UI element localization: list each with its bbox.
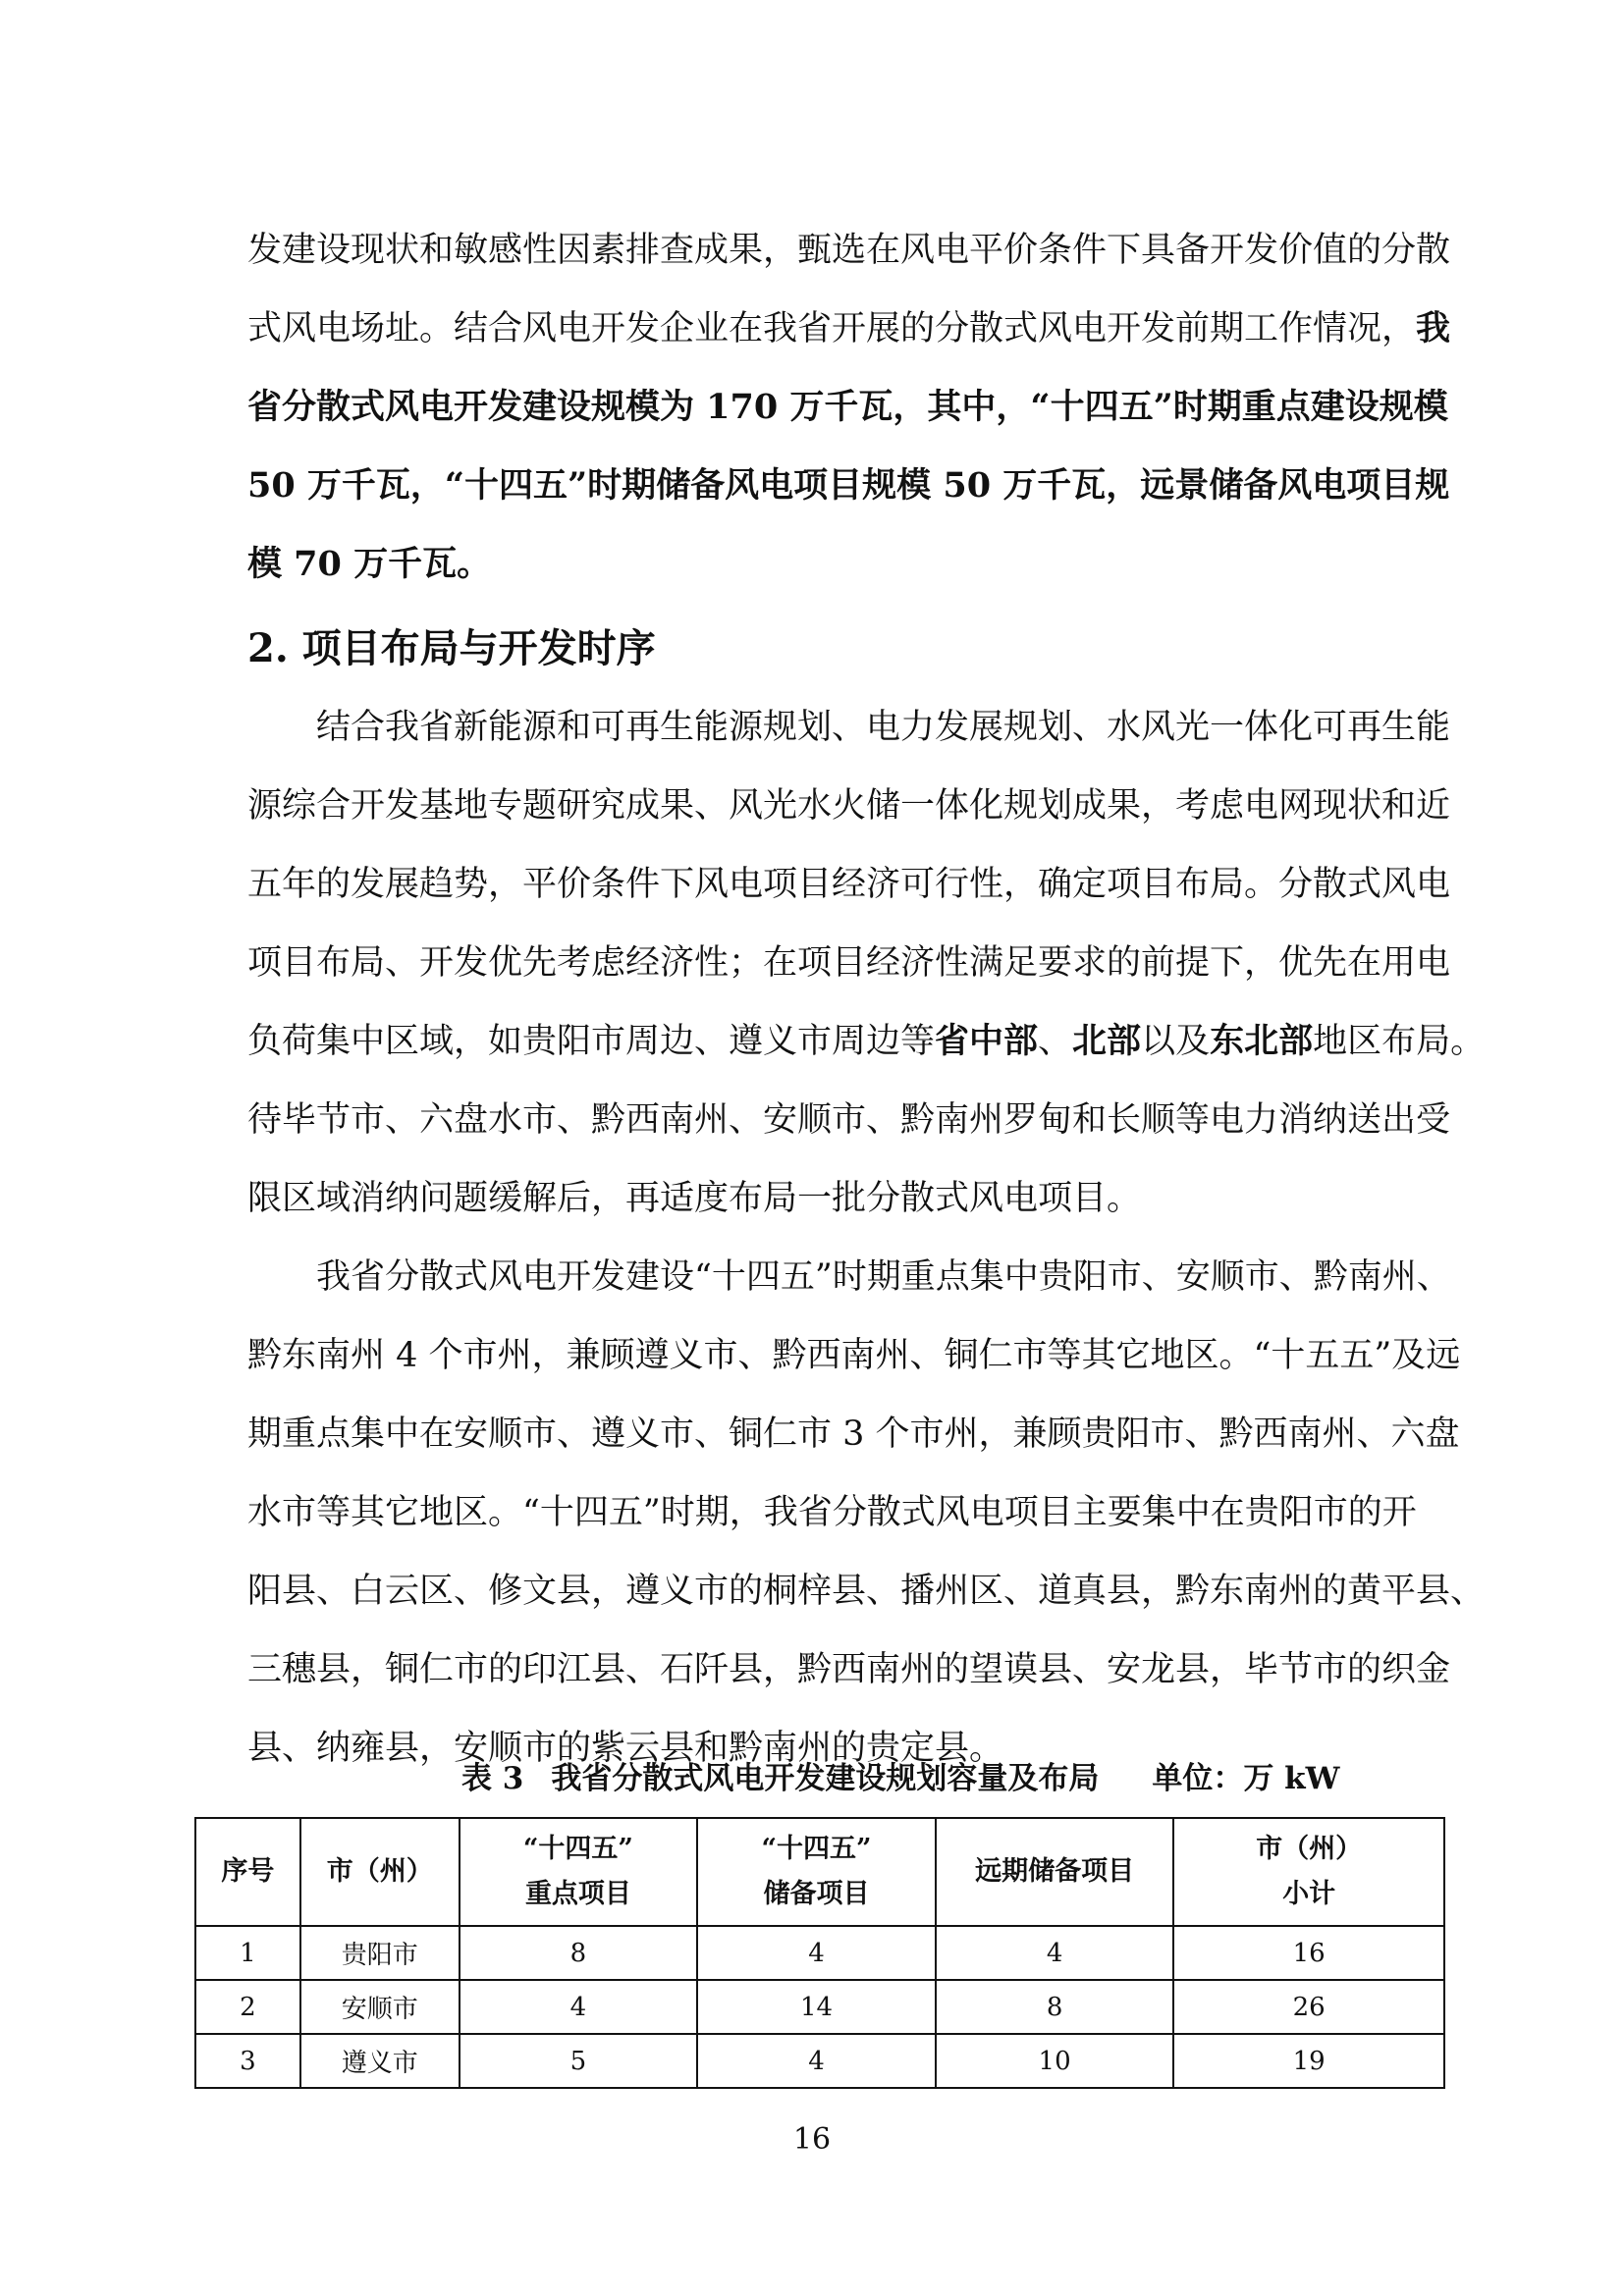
table-header-row: [195, 1818, 1444, 1926]
paragraph-timeline-line: [247, 1552, 1486, 1630]
table-caption: [461, 1753, 1388, 1804]
paragraph-scale-line: [247, 368, 1448, 447]
paragraph-layout-line: [247, 1081, 1451, 1159]
table-cell: 3: [195, 2034, 300, 2088]
header-text: “十四五”: [522, 1834, 633, 1864]
text-run: 负荷集中区域，如贵阳市周边、遵义市周边等: [247, 1022, 936, 1061]
document-body: [247, 211, 1486, 1788]
text-run: 三穗县，铜仁市的印江县、石阡县，黔西南州的望谟县、安龙县，毕节市的织金: [247, 1650, 1451, 1689]
table-cell: 26: [1173, 1980, 1444, 2034]
text-run: 项目布局、开发优先考虑经济性；在项目经济性满足要求的前提下，优先在用电: [247, 943, 1451, 983]
table-cell: 4: [697, 2034, 936, 2088]
text-run: 源综合开发基地专题研究成果、风光水火储一体化规划成果，考虑电网现状和近: [247, 786, 1451, 826]
header-text: “十四五”: [761, 1834, 872, 1864]
table-cell: 贵阳市: [300, 1926, 460, 1980]
paragraph-layout-line: [247, 767, 1451, 845]
paragraph-timeline-line: [247, 1395, 1460, 1473]
table-caption-number: 表 3: [461, 1761, 524, 1796]
paragraph-layout-line: [247, 688, 1451, 767]
table-cell: 1: [195, 1926, 300, 1980]
table-row: [195, 2034, 1444, 2088]
bold-text: 省分散式风电开发建设规模为 170 万千瓦，其中，“十四五”时期重点建设规模: [247, 387, 1448, 427]
table-cell: 5: [460, 2034, 698, 2088]
header-text: 市（州）: [326, 1856, 433, 1887]
capacity-table: [194, 1817, 1445, 2089]
page-number: 16: [792, 2122, 832, 2157]
paragraph-scale-line: [247, 211, 1451, 290]
text-run: 发建设现状和敏感性因素排查成果，甄选在风电平价条件下具备开发价值的分散: [247, 231, 1451, 270]
paragraph-timeline-line: [247, 1238, 1451, 1316]
table-header-cell: [460, 1818, 698, 1926]
text-run: 结合我省新能源和可再生能源规划、电力发展规划、水风光一体化可再生能: [316, 708, 1451, 747]
table-cell: 遵义市: [300, 2034, 460, 2088]
table-cell: 8: [460, 1926, 698, 1980]
table-cell: 2: [195, 1980, 300, 2034]
text-run: 式风电场址。结合风电开发企业在我省开展的分散式风电开发前期工作情况，: [247, 309, 1417, 348]
header-text: 小计: [1282, 1879, 1336, 1909]
paragraph-layout: [247, 688, 1486, 1238]
table-body: [195, 1926, 1444, 2088]
table-header-cell: [1173, 1818, 1444, 1926]
table-header-cell: [936, 1818, 1174, 1926]
text-run: 黔东南州 4 个市州，兼顾遵义市、黔西南州、铜仁市等其它地区。“十五五”及远: [247, 1336, 1461, 1375]
paragraph-scale-line: [247, 525, 1388, 604]
text-run: 水市等其它地区。“十四五”时期，我省分散式风电项目主要集中在贵阳市的开: [247, 1493, 1417, 1532]
table-cell: 14: [697, 1980, 936, 2034]
header-text: 序号: [221, 1856, 275, 1887]
text-run: 县、纳雍县，安顺市的紫云县和黔南州的贵定县。: [247, 1729, 1004, 1768]
text-run: 期重点集中在安顺市、遵义市、铜仁市 3 个市州，兼顾贵阳市、黔西南州、六盘: [247, 1415, 1460, 1454]
paragraph-layout-line: [247, 845, 1451, 924]
bold-text: 模 70 万千瓦。: [247, 544, 492, 584]
paragraph-scale: [247, 211, 1451, 604]
header-text: 远期储备项目: [975, 1856, 1135, 1887]
text-run: 我省分散式风电开发建设“十四五”时期重点集中贵阳市、安顺市、黔南州、: [316, 1257, 1451, 1297]
bold-text: 50 万千瓦，“十四五”时期储备风电项目规模 50 万千瓦，远景储备风电项目规: [247, 465, 1450, 506]
table-header-cell: [697, 1818, 936, 1926]
table-caption-title: 我省分散式风电开发建设规划容量及布局: [551, 1761, 1100, 1796]
table-header-cell: [300, 1818, 460, 1926]
bold-text: 我: [1416, 308, 1451, 348]
paragraph-layout-line: [247, 924, 1451, 1002]
paragraph-layout-line: [247, 1002, 1486, 1081]
text-run: 以及: [1141, 1022, 1211, 1061]
table-cell: 4: [460, 1980, 698, 2034]
paragraph-timeline-line: [247, 1630, 1451, 1709]
paragraph-scale-line: [247, 290, 1451, 368]
table-header-cell: [195, 1818, 300, 1926]
paragraph-timeline: [247, 1238, 1486, 1788]
text-run: 、: [1038, 1022, 1073, 1061]
table-cell: 10: [936, 2034, 1174, 2088]
table-row: [195, 1980, 1444, 2034]
paragraph-scale-line: [247, 447, 1450, 525]
section-heading: 2. 项目布局与开发时序: [247, 625, 656, 671]
table-cell: 4: [936, 1926, 1174, 1980]
table-row: [195, 1926, 1444, 1980]
text-run: 五年的发展趋势，平价条件下风电项目经济可行性，确定项目布局。分散式风电: [247, 865, 1451, 904]
table-cell: 16: [1173, 1926, 1444, 1980]
text-run: 阳县、白云区、修文县，遵义市的桐梓县、播州区、道真县，黔东南州的黄平县、: [247, 1572, 1486, 1611]
paragraph-layout-line: [247, 1159, 1388, 1238]
table-cell: 4: [697, 1926, 936, 1980]
text-run: 待毕节市、六盘水市、黔西南州、安顺市、黔南州罗甸和长顺等电力消纳送出受: [247, 1100, 1451, 1140]
table-caption-unit: 单位：万 kW: [1152, 1761, 1340, 1796]
bold-text: 北部: [1072, 1021, 1142, 1061]
table-cell: 8: [936, 1980, 1174, 2034]
header-text: 市（州）: [1256, 1834, 1363, 1864]
text-run: 限区域消纳问题缓解后，再适度布局一批分散式风电项目。: [247, 1179, 1142, 1218]
text-run: 地区布局。: [1313, 1022, 1486, 1061]
table-cell: 19: [1173, 2034, 1444, 2088]
header-text: 重点项目: [524, 1879, 631, 1909]
paragraph-timeline-line: [247, 1316, 1461, 1395]
header-text: 储备项目: [763, 1879, 870, 1909]
table-cell: 安顺市: [300, 1980, 460, 2034]
bold-text: 东北部: [1210, 1021, 1314, 1061]
bold-text: 省中部: [935, 1021, 1039, 1061]
paragraph-timeline-line: [247, 1473, 1417, 1552]
